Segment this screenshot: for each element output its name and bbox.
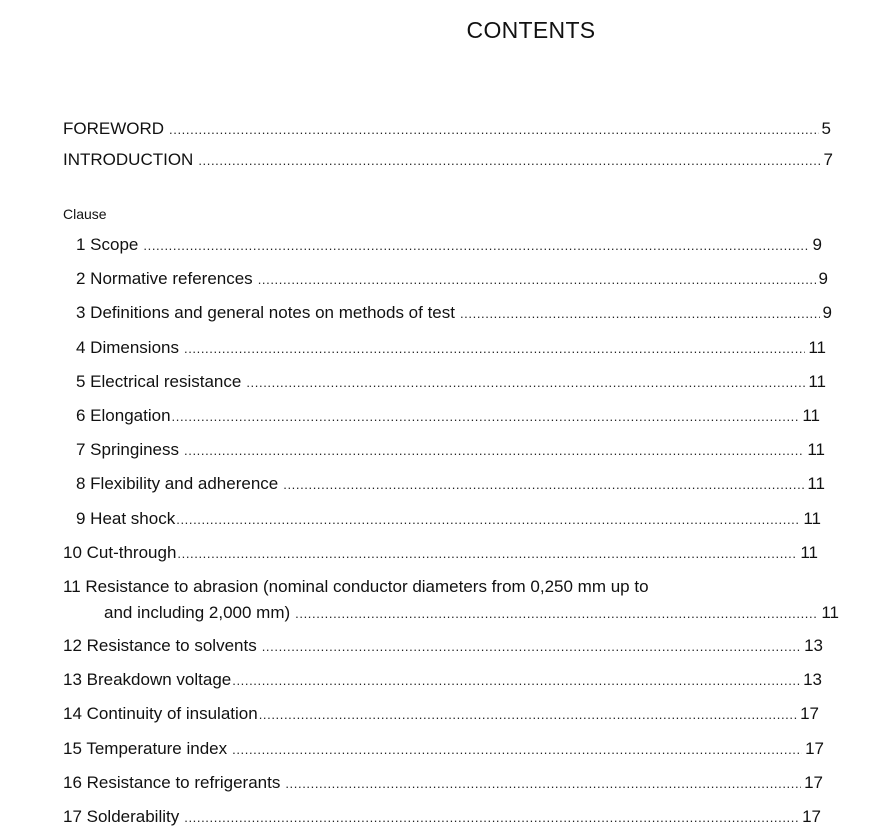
toc-entry-page: 11 <box>808 338 826 357</box>
toc-entry-clause-6[interactable] <box>76 405 820 428</box>
page-title: CONTENTS <box>466 17 596 43</box>
dot-leader <box>285 773 801 795</box>
toc-entry-page: 11 <box>807 440 825 459</box>
toc-entry-clause-8[interactable] <box>76 473 825 496</box>
toc-entry-label: 8 Flexibility and adherence <box>76 474 279 493</box>
toc-entry-introduction[interactable] <box>63 149 833 172</box>
dot-leader <box>143 235 809 257</box>
toc-entry-foreword[interactable] <box>63 118 831 141</box>
dot-leader <box>184 807 799 829</box>
toc-entry-page: 11 <box>800 543 818 562</box>
toc-entry-page: 17 <box>800 704 819 723</box>
toc-entry-label: 2 Normative references <box>76 269 253 288</box>
dot-leader <box>172 406 800 428</box>
toc-entry-label: 9 Heat shock <box>76 509 176 528</box>
toc-entry-label: 4 Dimensions <box>76 338 179 357</box>
toc-entry-page: 11 <box>807 474 825 493</box>
toc-entry-clause-11-line-1[interactable]: 11 Resistance to abrasion (nominal conductor diameters from 0,250 mm up to <box>63 577 649 596</box>
dot-leader <box>262 636 801 658</box>
toc-entry-clause-7[interactable] <box>76 439 825 462</box>
toc-entry-page: 11 <box>821 603 839 622</box>
toc-entry-label: 12 Resistance to solvents <box>63 636 257 655</box>
dot-leader <box>232 739 802 761</box>
toc-entry-clause-3[interactable] <box>76 302 832 325</box>
toc-entry-clause-10[interactable] <box>63 542 818 565</box>
toc-entry-page: 9 <box>818 269 828 288</box>
toc-entry-page: 11 <box>808 372 826 391</box>
toc-entry-clause-1[interactable] <box>76 234 822 257</box>
toc-entry-page: 9 <box>812 235 822 254</box>
toc-entry-label: 14 Continuity of insulation <box>63 704 258 723</box>
toc-entry-clause-12[interactable] <box>63 635 823 658</box>
clause-heading: Clause <box>63 206 107 222</box>
toc-entry-label: 16 Resistance to refrigerants <box>63 773 281 792</box>
toc-entry-page: 17 <box>804 773 823 792</box>
toc-entry-clause-9[interactable] <box>76 508 821 531</box>
toc-entry-clause-13[interactable] <box>63 669 822 692</box>
dot-leader <box>176 509 800 531</box>
toc-entry-page: 7 <box>823 150 833 169</box>
toc-entry-label: and including 2,000 mm) <box>104 603 291 622</box>
toc-entry-label: 10 Cut-through <box>63 543 177 562</box>
toc-entry-page: 11 <box>802 406 820 425</box>
toc-entry-clause-15[interactable] <box>63 738 824 761</box>
toc-entry-page: 13 <box>804 636 823 655</box>
toc-entry-clause-16[interactable] <box>63 772 823 795</box>
dot-leader <box>184 440 804 462</box>
toc-entry-clause-14[interactable] <box>63 703 819 726</box>
dot-leader <box>283 474 804 496</box>
dot-leader <box>246 372 805 394</box>
toc-entry-label: 17 Solderability <box>63 807 180 826</box>
toc-entry-label: 7 Springiness <box>76 440 180 459</box>
toc-entry-label: 15 Temperature index <box>63 739 228 758</box>
dot-leader <box>460 303 820 325</box>
toc-entry-label: 6 Elongation <box>76 406 171 425</box>
dot-leader <box>177 543 797 565</box>
toc-entry-label: 1 Scope <box>76 235 139 254</box>
dot-leader <box>169 119 818 141</box>
dot-leader <box>232 670 800 692</box>
dot-leader <box>198 150 820 172</box>
toc-entry-label: INTRODUCTION <box>63 150 194 169</box>
dot-leader <box>184 338 805 360</box>
dot-leader <box>295 603 818 625</box>
toc-entry-label: FOREWORD <box>63 119 165 138</box>
toc-entry-page: 17 <box>802 807 821 826</box>
toc-entry-clause-17[interactable] <box>63 806 821 829</box>
toc-entry-page: 17 <box>805 739 824 758</box>
toc-entry-clause-4[interactable] <box>76 337 826 360</box>
toc-entry-clause-2[interactable] <box>76 268 828 291</box>
toc-entry-page: 5 <box>821 119 831 138</box>
toc-entry-clause-11[interactable] <box>104 602 839 625</box>
toc-entry-page: 9 <box>822 303 832 322</box>
toc-entry-label: 13 Breakdown voltage <box>63 670 232 689</box>
toc-entry-label: 5 Electrical resistance <box>76 372 242 391</box>
toc-entry-label: 3 Definitions and general notes on methods of test <box>76 303 455 322</box>
dot-leader <box>259 704 797 726</box>
toc-entry-page: 13 <box>803 670 822 689</box>
toc-entry-page: 11 <box>803 509 821 528</box>
dot-leader <box>258 269 816 291</box>
toc-entry-clause-5[interactable] <box>76 371 826 394</box>
